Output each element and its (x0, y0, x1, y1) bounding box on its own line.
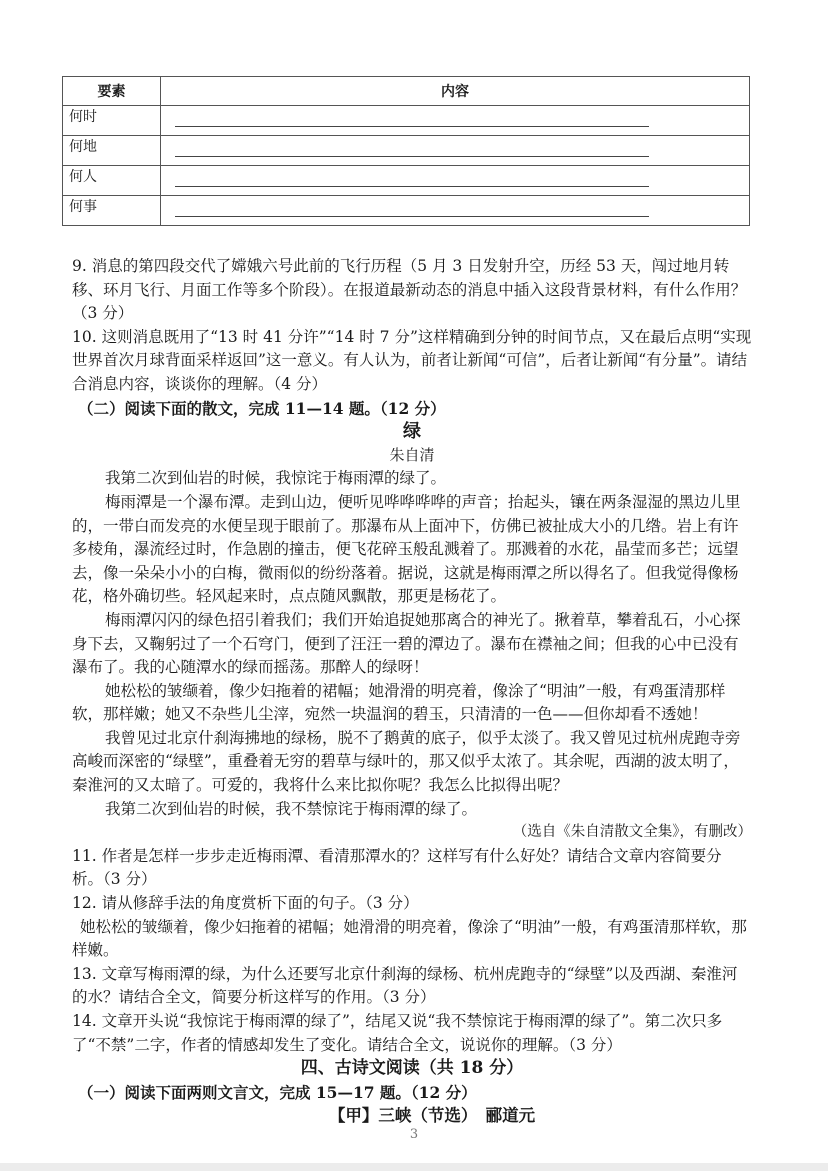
answer-line (175, 186, 649, 187)
passage-title: 【甲】三峡（节选） 郦道元 (328, 1106, 536, 1126)
table-row (63, 106, 750, 136)
row-label: 何时 (63, 106, 161, 136)
essay-paragraph: 梅雨潭闪闪的绿色招引着我们；我们开始追捉她那离合的神光了。揪着草，攀着乱石，小心探身下去，又鞠躬过了一个石穹门，便到了汪汪一碧的潭边了。瀑布在襟袖之间；但我的心中已没有瀑布了。我的心随潭水的绿而摇荡。那醉人的绿呀！ (72, 610, 741, 677)
table-row (63, 166, 750, 196)
question-12: 12. 请从修辞手法的角度赏析下面的句子。（3 分） (72, 894, 419, 913)
bottom-edge (0, 1163, 828, 1171)
row-label: 何地 (63, 136, 161, 166)
question-14: 14. 文章开头说“我惊诧于梅雨潭的绿了”，结尾又说“我不禁惊诧于梅雨潭的绿了”。第二次只多了“不禁”二字，作者的情感却发生了变化。请结合全文，说说你的理解。（3 分） (72, 1012, 723, 1054)
answer-cell[interactable] (161, 196, 750, 226)
answer-line (175, 216, 649, 217)
row-label: 何人 (63, 166, 161, 196)
question-10: 10. 这则消息既用了“13 时 41 分许”“14 时 7 分”这样精确到分钟的时间节点，又在最后点明“实现世界首次月球背面采样返回”这一意义。有人认为，前者让新闻“可信”，后者让新闻“有分量”。请结合消息内容，谈谈你的理解。（4 分） (72, 327, 752, 393)
question-13: 13. 文章写梅雨潭的绿，为什么还要写北京什刹海的绿杨、杭州虎跑寺的“绿壁”以及西湖、秦淮河的水？请结合全文，简要分析这样写的作用。（3 分） (72, 964, 738, 1007)
answer-line (175, 156, 649, 157)
part-heading: 四、古诗文阅读（共 18 分） (300, 1058, 524, 1079)
elements-table (62, 76, 750, 226)
table-row (63, 196, 750, 226)
table-header-row (63, 77, 750, 106)
exam-content (72, 255, 752, 1128)
essay-paragraph: 我第二次到仙岩的时候，我惊诧于梅雨潭的绿了。 (105, 469, 447, 488)
question-9: 9. 消息的第四段交代了嫦娥六号此前的飞行历程（5 月 3 日发射升空，历经 53 天，闯过地月转移、环月飞行、月面工作等多个阶段）。在报道最新动态的消息中插入这段背景材料，有什么作用？（3 分） (72, 257, 747, 323)
essay-author: 朱自清 (389, 445, 435, 464)
essay-paragraph: 她松松的皱缬着，像少妇拖着的裙幅；她滑滑的明亮着，像涂了“明油”一般，有鸡蛋清那样软，那样嫩；她又不杂些儿尘滓，宛然一块温润的碧玉，只清清的一色——但你却看不透她！ (72, 681, 726, 724)
answer-line (175, 126, 649, 127)
essay-source: （选自《朱自清散文全集》，有删改） (512, 824, 752, 841)
row-label: 何事 (63, 196, 161, 226)
quoted-sentence: 她松松的皱缬着，像少妇拖着的裙幅；她滑滑的明亮着，像涂了“明油”一般，有鸡蛋清那样软，那样嫩。 (72, 917, 747, 960)
subsection-heading: （一）阅读下面两则文言文，完成 15—17 题。（12 分） (78, 1082, 477, 1102)
answer-cell[interactable] (161, 106, 750, 136)
section-heading: （二）阅读下面的散文，完成 11—14 题。（12 分） (78, 398, 446, 418)
answer-cell[interactable] (161, 136, 750, 166)
essay-title: 绿 (403, 421, 421, 443)
essay-paragraph: 梅雨潭是一个瀑布潭。走到山边，便听见哗哗哗哗的声音；抬起头，镶在两条湿湿的黑边儿里的，一带白而发亮的水便呈现于眼前了。那瀑布从上面冲下，仿佛已被扯成大小的几绺。岩上有许多棱角，瀑流经过时，作急剧的撞击，便飞花碎玉般乱溅着了。那溅着的水花，晶莹而多芒；远望去，像一朵朵小小的白梅，微雨似的纷纷落着。据说，这就是梅雨潭之所以得名了。但我觉得像杨花，格外确切些。轻风起来时，点点随风飘散，那更是杨花了。 (72, 492, 741, 606)
essay-paragraph: 我第二次到仙岩的时候，我不禁惊诧于梅雨潭的绿了。 (105, 799, 478, 818)
table-row (63, 136, 750, 166)
essay-paragraph: 我曾见过北京什刹海拂地的绿杨，脱不了鹅黄的底子，似乎太淡了。我又曾见过杭州虎跑寺旁高峻而深密的“绿壁”，重叠着无穷的碧草与绿叶的，那又似乎太浓了。其余呢，西湖的波太明了，秦淮河的又太暗了。可爱的，我将什么来比拟你呢？我怎么比拟得出呢？ (72, 728, 741, 795)
page-number: 3 (409, 1127, 419, 1142)
answer-cell[interactable] (161, 166, 750, 196)
table-header-cell: 内容 (161, 77, 750, 106)
question-11: 11. 作者是怎样一步步走近梅雨潭、看清那潭水的？这样写有什么好处？请结合文章内容简要分析。（3 分） (72, 846, 722, 889)
table-header-cell: 要素 (63, 77, 161, 106)
